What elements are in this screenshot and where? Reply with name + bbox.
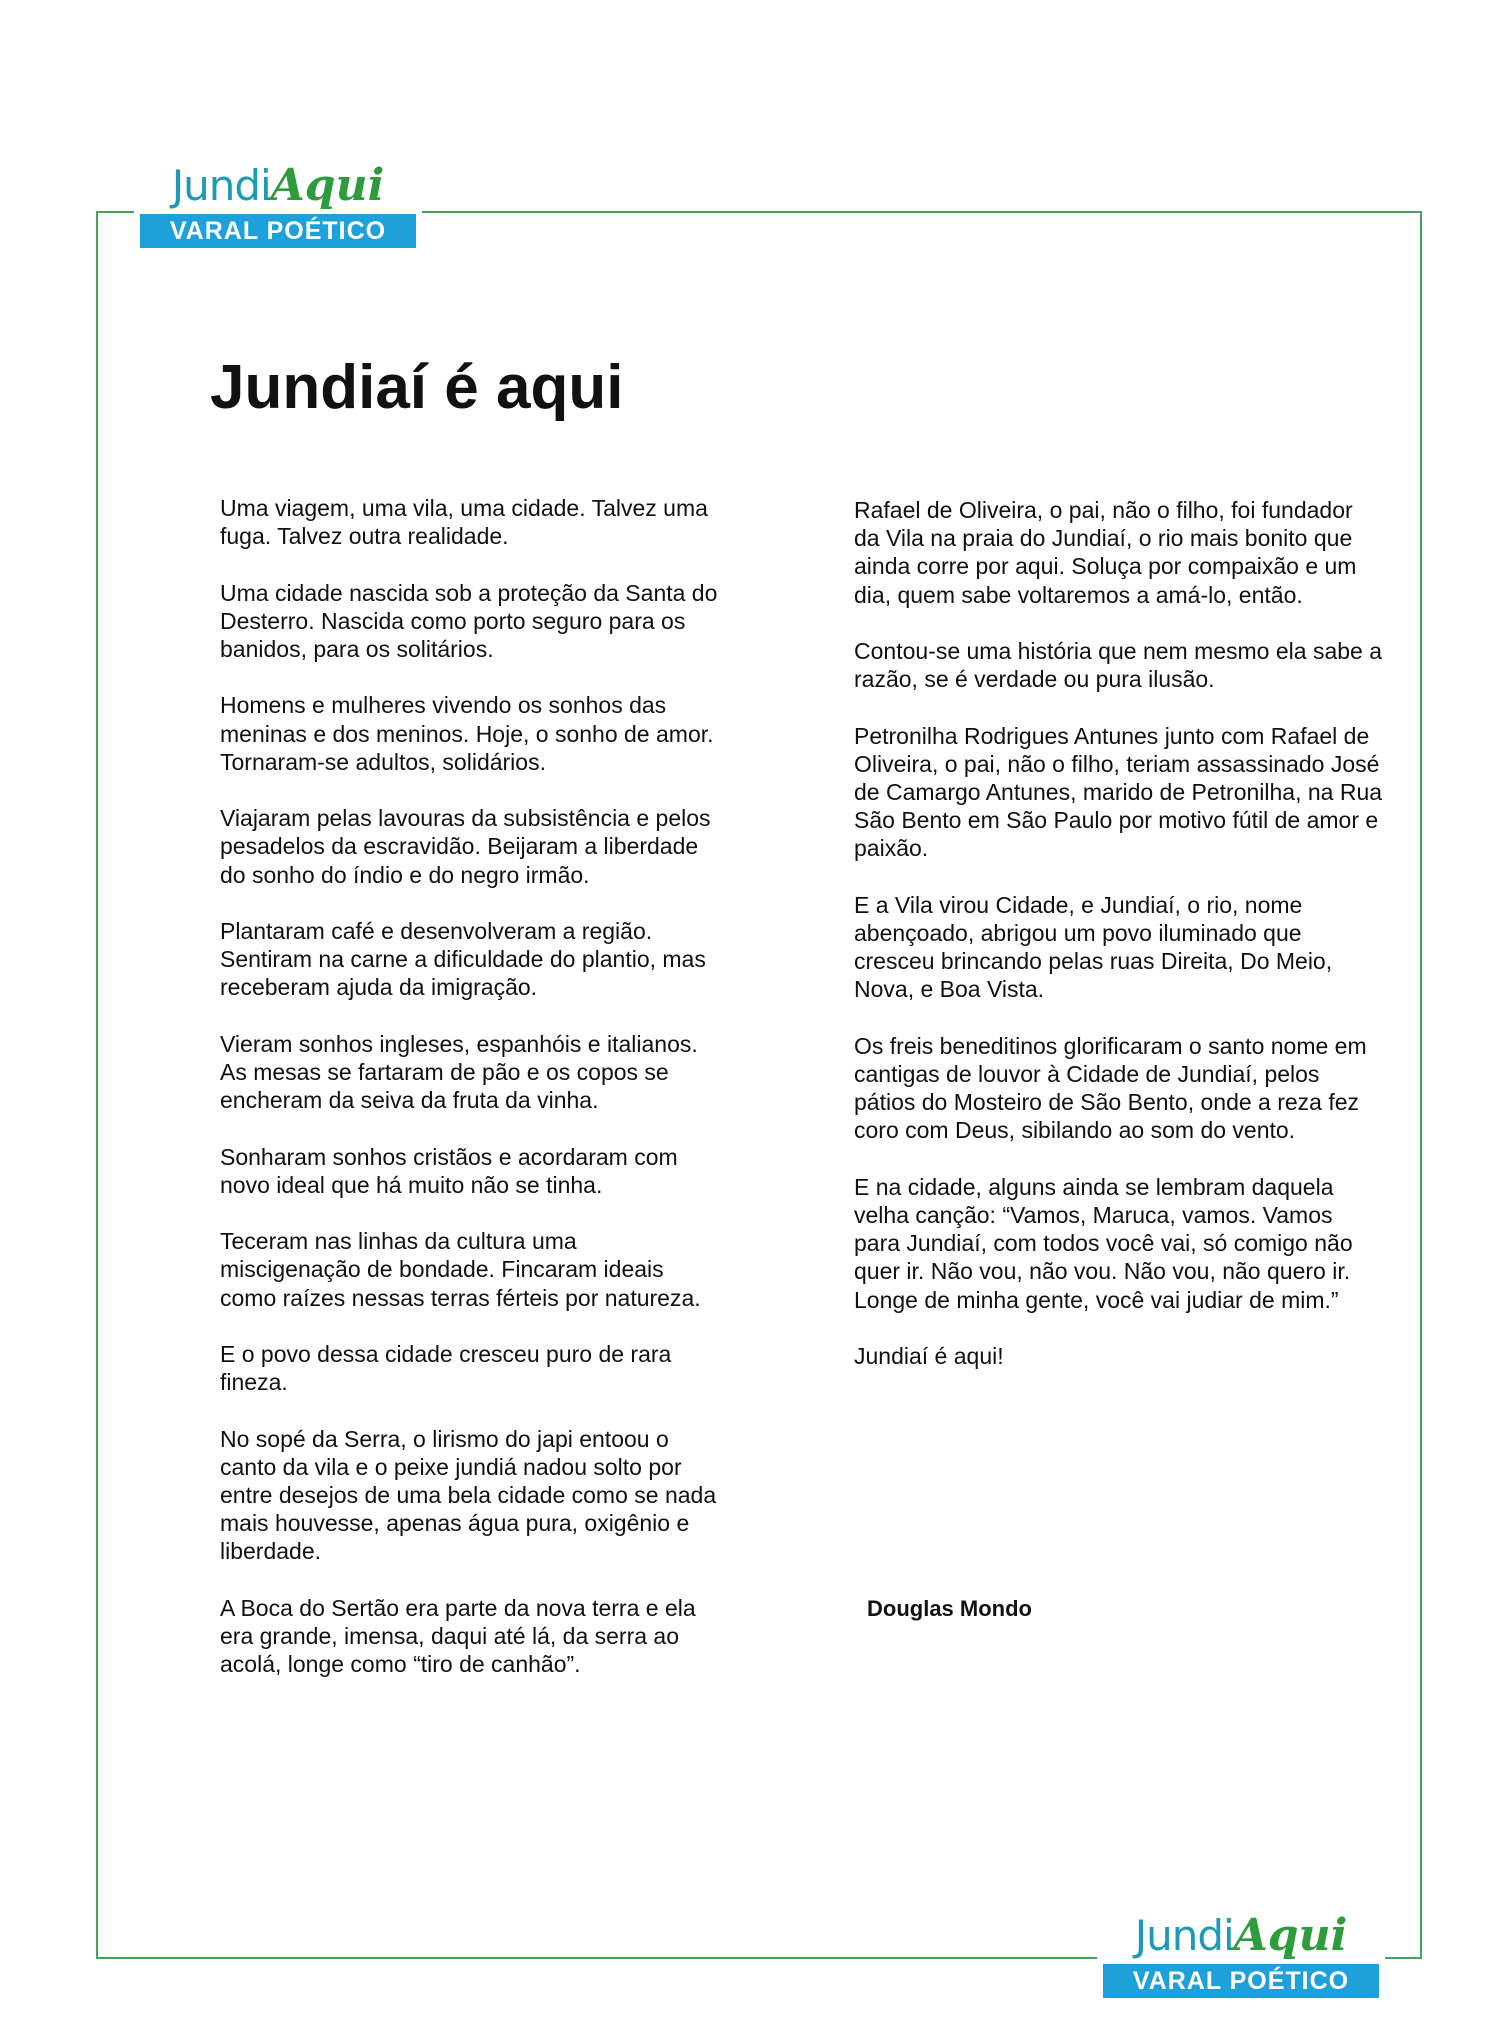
poem-author: Douglas Mondo xyxy=(867,1596,1032,1621)
stanza: Uma cidade nascida sob a proteção da Santa do Desterro. Nascida como porto seguro para os banidos, para os solitários. xyxy=(220,579,718,662)
logo-jundi-text: Jundi xyxy=(1134,1911,1234,1960)
logo-aqui-text: Aqui xyxy=(270,160,385,211)
poem-right-column xyxy=(854,496,1384,1398)
logo-top xyxy=(134,160,422,248)
stanza: Vieram sonhos ingleses, espanhóis e italianos. As mesas se fartaram de pão e os copos se encheram da seiva da fruta da vinha. xyxy=(220,1030,698,1114)
stanza: Petronilha Rodrigues Antunes junto com Rafael de Oliveira, o pai, não o filho, teriam assassinado José de Camargo Antunes, marido de Petronilha, na Rua São Bento em São Paulo por motivo fútil de amor e paixão. xyxy=(854,722,1383,862)
stanza: Viajaram pelas lavouras da subsistência e pelos pesadelos da escravidão. Beijaram a liberdade do sonho do índio e do negro irmão. xyxy=(220,805,711,888)
stanza: Rafael de Oliveira, o pai, não o filho, foi fundador da Vila na praia do Jundiaí, o rio mais bonito que ainda corre por aqui. Soluça por compaixão e um dia, quem sabe voltaremos a amá-lo, então. xyxy=(854,497,1357,608)
stanza: E na cidade, alguns ainda se lembram daquela velha canção: “Vamos, Maruca, vamos. Vamos para Jundiaí, com todos você vai, só comigo não quer ir. Não vou, não vou. Não vou, não quero ir. Longe de minha gente, você vai judiar de mim.” xyxy=(854,1173,1353,1313)
stanza: Sonharam sonhos cristãos e acordaram com novo ideal que há muito não se tinha. xyxy=(220,1143,678,1198)
stanza: Homens e mulheres vivendo os sonhos das meninas e dos meninos. Hoje, o sonho de amor. Tornaram-se adultos, solidários. xyxy=(220,692,714,775)
logo-wordmark xyxy=(140,160,416,212)
stanza: E o povo dessa cidade cresceu puro de rara fineza. xyxy=(220,1340,672,1396)
logo-band: VARAL POÉTICO xyxy=(1103,1964,1379,1998)
logo-band: VARAL POÉTICO xyxy=(140,214,416,248)
stanza: Plantaram café e desenvolveram a região. Sentiram na carne a dificuldade do plantio, mas receberam ajuda da imigração. xyxy=(220,917,706,1001)
logo-bottom xyxy=(1097,1910,1385,1998)
logo-aqui-text: Aqui xyxy=(1233,1910,1348,1961)
stanza: E a Vila virou Cidade, e Jundiaí, o rio, nome abençoado, abrigou um povo iluminado que cresceu brincando pelas ruas Direita, Do Meio, Nova, e Boa Vista. xyxy=(854,891,1333,1003)
poem-left-column xyxy=(220,494,720,1707)
stanza: A Boca do Sertão era parte da nova terra e ela era grande, imensa, daqui até lá, da serra ao acolá, longe como “tiro de canhão”. xyxy=(220,1594,696,1678)
stanza: No sopé da Serra, o lirismo do japi entoou o canto da vila e o peixe jundiá nadou solto por entre desejos de uma bela cidade como se nada mais houvesse, apenas água pura, oxigênio e liberdade. xyxy=(220,1425,717,1565)
logo-wordmark xyxy=(1103,1910,1379,1962)
stanza: Teceram nas linhas da cultura uma miscigenação de bondade. Fincaram ideais como raízes nessas terras férteis por natureza. xyxy=(220,1228,701,1311)
poem-title: Jundiaí é aqui xyxy=(210,353,624,422)
stanza: Uma viagem, uma vila, uma cidade. Talvez uma fuga. Talvez outra realidade. xyxy=(220,495,708,550)
stanza: Contou-se uma história que nem mesmo ela sabe a razão, se é verdade ou pura ilusão. xyxy=(854,638,1383,693)
stanza: Jundiaí é aqui! xyxy=(854,1343,1004,1369)
stanza: Os freis beneditinos glorificaram o santo nome em cantigas de louvor à Cidade de Jundiaí, pelos pátios do Mosteiro de São Bento, onde a reza fez coro com Deus, sibilando ao som do vento. xyxy=(854,1032,1367,1144)
logo-jundi-text: Jundi xyxy=(171,161,271,210)
